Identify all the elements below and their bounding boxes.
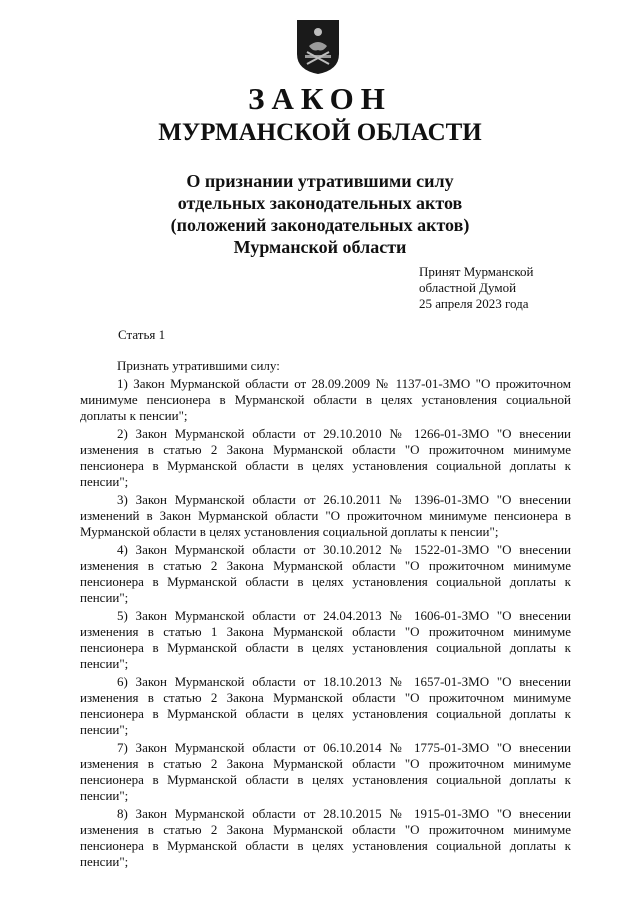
murmansk-coat-of-arms-icon xyxy=(295,18,341,76)
article-body xyxy=(80,358,571,870)
subject-line: отдельных законодательных актов xyxy=(177,193,463,213)
list-item: 2) Закон Мурманской области от 29.10.2010 № 1266-01-ЗМО "О внесении изменения в статью 2 Закона Мурманской области "О прожиточном минимуме пенсионера в Мурманской области в целях установления социальной доплаты к пенсии"; xyxy=(80,426,571,489)
subject-line: (положений законодательных актов) xyxy=(170,215,470,235)
list-item: 4) Закон Мурманской области от 30.10.2012 № 1522-01-ЗМО "О внесении изменения в статью 2 Закона Мурманской области "О прожиточном минимуме пенсионера в Мурманской области в целях установления социальной доплаты к пенсии"; xyxy=(80,542,571,605)
subject-line: Мурманской области xyxy=(233,237,407,257)
adoption-note xyxy=(419,264,534,312)
list-item: 8) Закон Мурманской области от 28.10.2015 № 1915-01-ЗМО "О внесении изменения в статью 2 Закона Мурманской области "О прожиточном минимуме пенсионера в Мурманской области в целях установления социальной доплаты к пенсии"; xyxy=(80,806,571,869)
list-item: 7) Закон Мурманской области от 06.10.2014 № 1775-01-ЗМО "О внесении изменения в статью 2 Закона Мурманской области "О прожиточном минимуме пенсионера в Мурманской области в целях установления социальной доплаты к пенсии"; xyxy=(80,740,571,803)
list-item: 6) Закон Мурманской области от 18.10.2013 № 1657-01-ЗМО "О внесении изменения в статью 2 Закона Мурманской области "О прожиточном минимуме пенсионера в Мурманской области в целях установления социальной доплаты к пенсии"; xyxy=(80,674,571,737)
list-item: 5) Закон Мурманской области от 24.04.2013 № 1606-01-ЗМО "О внесении изменения в статью 1 Закона Мурманской области "О прожиточном минимуме пенсионера в Мурманской области в целях установления социальной доплаты к пенсии"; xyxy=(80,608,571,671)
adoption-date: 25 апреля 2023 года xyxy=(419,296,529,311)
subject-line: О признании утратившими силу xyxy=(186,171,454,191)
adoption-line: Принят Мурманской xyxy=(419,264,534,279)
list-item: 1) Закон Мурманской области от 28.09.2009 № 1137-01-ЗМО "О прожиточном минимуме пенсионера в Мурманской области в целях установления социальной доплаты к пенсии"; xyxy=(80,376,571,423)
article-intro: Признать утратившими силу: xyxy=(117,358,280,373)
list-item: 3) Закон Мурманской области от 26.10.2011 № 1396-01-ЗМО "О внесении изменений в Закон Мурманской области "О прожиточном минимуме пенсионера в Мурманской области в целях установления социальной доплаты к пенсии"; xyxy=(80,492,571,539)
law-title: ЗАКОН xyxy=(248,81,392,116)
law-subject xyxy=(0,170,640,258)
adoption-line: областной Думой xyxy=(419,280,517,295)
region-title: МУРМАНСКОЙ ОБЛАСТИ xyxy=(158,119,482,146)
article-heading: Статья 1 xyxy=(118,327,166,342)
